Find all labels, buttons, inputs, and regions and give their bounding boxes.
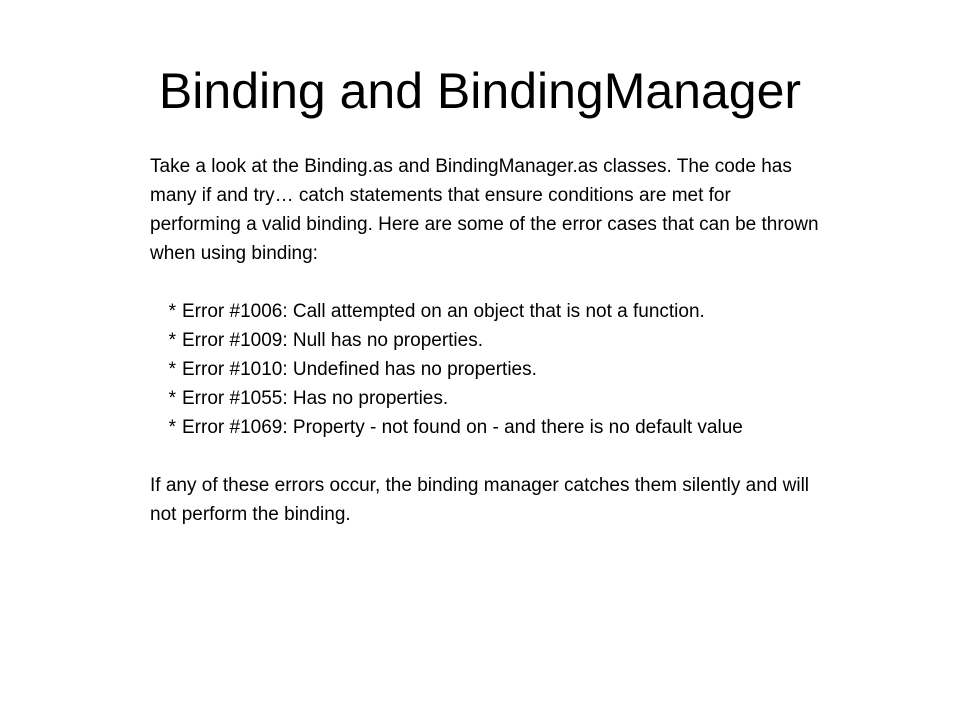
error-text: Error #1006: Call attempted on an object that is not a function. (182, 301, 705, 322)
error-text: Error #1009: Null has no properties. (182, 330, 483, 351)
error-text: Error #1055: Has no properties. (182, 388, 449, 409)
bullet-marker: * (168, 359, 176, 380)
error-item (150, 326, 820, 355)
slide-title: Binding and BindingManager (158, 62, 802, 119)
spacer (150, 268, 820, 297)
error-text: Error #1069: Property - not found on - and there is no default value (182, 417, 743, 438)
bullet-marker: * (168, 301, 176, 322)
bullet-marker: * (168, 330, 176, 351)
error-item (150, 384, 820, 413)
error-item (150, 355, 820, 384)
error-text: Error #1010: Undefined has no properties. (182, 359, 537, 380)
bullet-marker: * (168, 417, 176, 438)
bullet-marker: * (168, 388, 176, 409)
slide-body (150, 152, 820, 529)
error-item (150, 413, 820, 442)
error-item (150, 297, 820, 326)
conclusion-paragraph: If any of these errors occur, the binding manager catches them silently and will not perform the binding. (150, 475, 810, 525)
error-list (150, 297, 820, 442)
intro-paragraph: Take a look at the Binding.as and BindingManager.as classes. The code has many if and try… catch statements that ensure conditions are met for performing a valid binding. Here are some of the error cases that can be thrown when using binding: (150, 156, 819, 264)
spacer (150, 442, 820, 471)
